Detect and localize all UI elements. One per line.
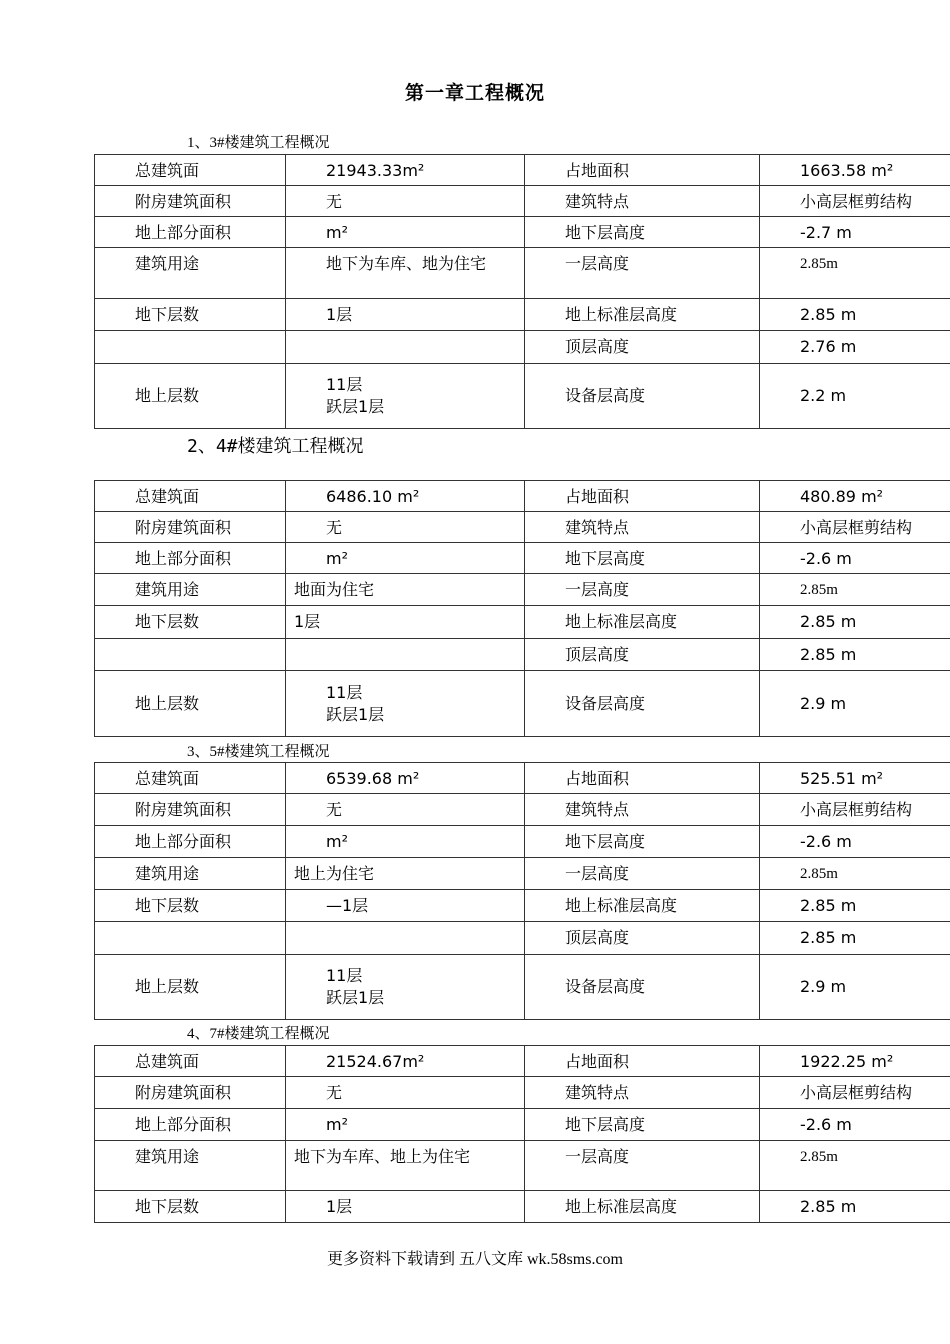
table-cell: -2.6 m [760,826,950,858]
table-cell: 建筑特点 [525,186,760,217]
table-cell: 地上为住宅 [286,858,525,890]
table-cell: 1层 [286,606,525,639]
table-cell: 1层 [286,299,525,331]
table-cell: 2.85m [760,248,950,299]
table-cell: 占地面积 [525,1046,760,1077]
table-cell: 设备层高度 [525,364,760,429]
table-cell: m² [286,543,525,574]
table-cell: 地上层数 [95,671,286,737]
table-cell: m² [286,1109,525,1141]
table-cell: 地上部分面积 [95,543,286,574]
table-cell: 地下层高度 [525,826,760,858]
section-caption-4: 4、7#楼建筑工程概况 [187,1026,330,1042]
table-cell: 2.85 m [760,1191,950,1223]
table-cell: 2.85 m [760,299,950,331]
table-cell: 顶层高度 [525,639,760,671]
table-cell: 一层高度 [525,1141,760,1191]
table-cell: 地上层数 [95,955,286,1020]
table-cell: 2.2 m [760,364,950,429]
table-cell: 地下为车库、地上为住宅 [286,1141,525,1191]
table-cell: 2.85m [760,574,950,606]
table-cell: 一层高度 [525,858,760,890]
table-cell: 2.85 m [760,890,950,922]
table-cell: 2.9 m [760,671,950,737]
table-cell: 附房建筑面积 [95,794,286,826]
floor-count: 11层 [326,375,363,394]
table-cell: 设备层高度 [525,671,760,737]
table-cell: -2.6 m [760,543,950,574]
table-cell: -2.7 m [760,217,950,248]
table-cell: 小高层框剪结构 [760,186,950,217]
table-cell: 地上部分面积 [95,826,286,858]
duplex-count: 跃层1层 [326,397,385,416]
table-cell: 总建筑面 [95,1046,286,1077]
table-cell: 总建筑面 [95,763,286,794]
spec-table-3 [94,762,950,1020]
table-cell: 2.76 m [760,331,950,364]
table-cell: 无 [286,186,525,217]
table-cell [95,639,286,671]
table-cell: 2.9 m [760,955,950,1020]
table-cell: 480.89 m² [760,481,950,512]
table-cell: 建筑特点 [525,512,760,543]
table-cell: 地上部分面积 [95,217,286,248]
section-caption-1: 1、3#楼建筑工程概况 [187,135,330,151]
table-cell: 2.85m [760,858,950,890]
table-cell: 小高层框剪结构 [760,794,950,826]
table-cell: 地下层数 [95,606,286,639]
table-cell: 地上标准层高度 [525,890,760,922]
table-cell: 建筑用途 [95,858,286,890]
section-caption-2: 2、4#楼建筑工程概况 [187,436,364,457]
table-cell: 地上标准层高度 [525,299,760,331]
table-cell [286,331,525,364]
table-cell: 地上部分面积 [95,1109,286,1141]
table-cell: 建筑用途 [95,574,286,606]
table-cell: 地上层数 [95,364,286,429]
table-cell: 地下为车库、地为住宅 [286,248,525,299]
table-cell: 无 [286,1077,525,1109]
table-cell: 一层高度 [525,574,760,606]
floor-count: 11层 [326,682,363,702]
table-cell: 地下层高度 [525,1109,760,1141]
table-cell: m² [286,826,525,858]
table-cell: 2.85 m [760,639,950,671]
table-cell: 地面为住宅 [286,574,525,606]
table-cell: 无 [286,794,525,826]
table-cell: 建筑用途 [95,248,286,299]
table-cell: 建筑特点 [525,794,760,826]
table-cell: 6486.10 m² [286,481,525,512]
table-cell: 525.51 m² [760,763,950,794]
floor-count: 11层 [326,966,363,985]
table-cell: 6539.68 m² [286,763,525,794]
table-cell: 21524.67m² [286,1046,525,1077]
table-cell [286,955,525,1020]
table-cell: 占地面积 [525,763,760,794]
table-cell: 地下层数 [95,299,286,331]
table-cell [286,639,525,671]
table-cell: 地下层高度 [525,543,760,574]
spec-table-2 [94,480,950,737]
section-caption-3: 3、5#楼建筑工程概况 [187,744,330,760]
table-cell: 附房建筑面积 [95,186,286,217]
table-cell: 一层高度 [525,248,760,299]
table-cell [286,671,525,737]
table-cell: 小高层框剪结构 [760,512,950,543]
table-cell: 设备层高度 [525,955,760,1020]
table-cell: 附房建筑面积 [95,1077,286,1109]
table-cell: 建筑特点 [525,1077,760,1109]
table-cell: 21943.33m² [286,155,525,186]
table-cell: 顶层高度 [525,922,760,955]
duplex-count: 跃层1层 [326,988,385,1007]
table-cell: 总建筑面 [95,481,286,512]
table-cell: 地下层数 [95,1191,286,1223]
table-cell [286,922,525,955]
table-cell: 1922.25 m² [760,1046,950,1077]
table-cell: m² [286,217,525,248]
spec-table-4 [94,1045,950,1223]
table-cell: 2.85 m [760,922,950,955]
table-cell: 1层 [286,1191,525,1223]
table-cell: 小高层框剪结构 [760,1077,950,1109]
table-cell [95,922,286,955]
duplex-count: 跃层1层 [326,704,385,724]
page-title: 第一章工程概况 [404,82,545,104]
table-cell: 2.85m [760,1141,950,1191]
table-cell: 无 [286,512,525,543]
table-cell: 地下层高度 [525,217,760,248]
table-cell: 附房建筑面积 [95,512,286,543]
table-cell: —1层 [286,890,525,922]
table-cell: 建筑用途 [95,1141,286,1191]
table-cell [95,331,286,364]
table-cell: 顶层高度 [525,331,760,364]
footer-note: 更多资料下载请到 五八文库 wk.58sms.com [326,1251,623,1268]
table-cell: 2.85 m [760,606,950,639]
table-cell: 占地面积 [525,155,760,186]
table-cell: 总建筑面 [95,155,286,186]
table-cell: 占地面积 [525,481,760,512]
spec-table-1 [94,154,950,429]
table-cell: 地上标准层高度 [525,1191,760,1223]
table-cell: 地下层数 [95,890,286,922]
table-cell: 1663.58 m² [760,155,950,186]
table-cell [286,364,525,429]
table-cell: 地上标准层高度 [525,606,760,639]
table-cell: -2.6 m [760,1109,950,1141]
